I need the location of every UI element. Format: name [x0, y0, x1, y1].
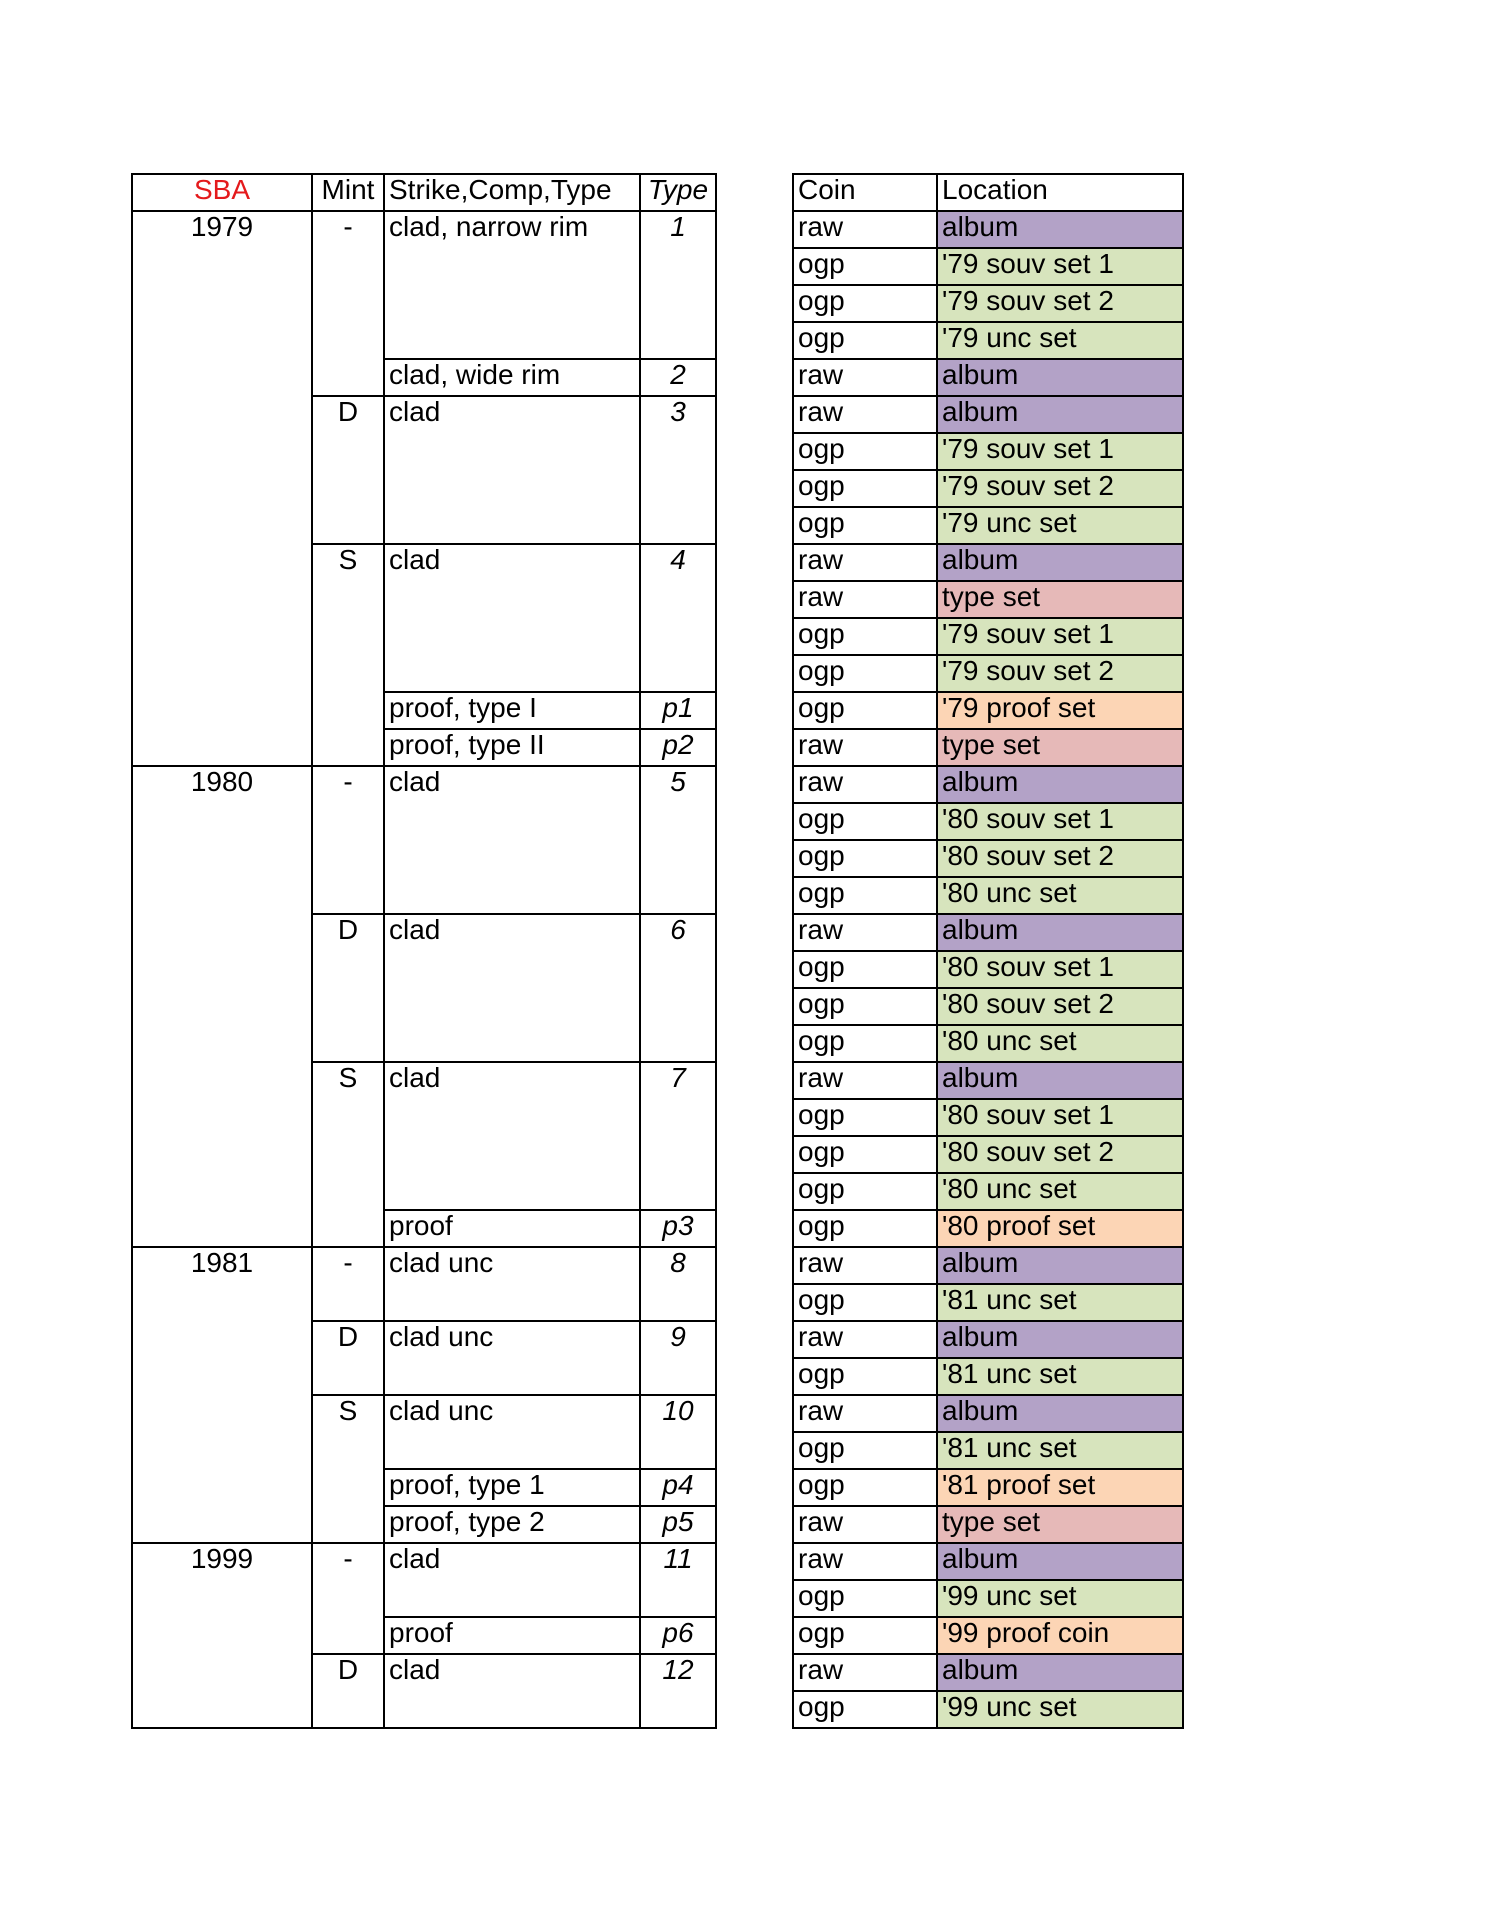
location-row: [793, 507, 1183, 544]
coin-cell: ogp: [793, 692, 937, 729]
coin-cell: raw: [793, 729, 937, 766]
location-cell: '81 unc set: [937, 1284, 1183, 1321]
type-cell: 1: [640, 211, 716, 359]
location-cell: '80 unc set: [937, 1173, 1183, 1210]
location-cell: '79 unc set: [937, 322, 1183, 359]
location-row: [793, 470, 1183, 507]
mint-cell: -: [312, 211, 384, 396]
location-cell: '80 unc set: [937, 877, 1183, 914]
strike-cell: clad, narrow rim: [384, 211, 640, 359]
coin-cell: ogp: [793, 1580, 937, 1617]
sba-row: [132, 1543, 716, 1580]
location-row: [793, 692, 1183, 729]
type-cell: 5: [640, 766, 716, 914]
strike-cell: proof, type II: [384, 729, 640, 766]
mint-cell: D: [312, 1321, 384, 1395]
location-row: [793, 655, 1183, 692]
location-cell: album: [937, 1654, 1183, 1691]
location-row: [793, 322, 1183, 359]
coin-cell: raw: [793, 359, 937, 396]
location-row: [793, 1654, 1183, 1691]
strike-cell: clad unc: [384, 1321, 640, 1395]
year-cell: 1999: [132, 1543, 312, 1728]
location-row: [793, 248, 1183, 285]
location-cell: '80 souv set 2: [937, 840, 1183, 877]
location-cell: '79 proof set: [937, 692, 1183, 729]
coin-cell: raw: [793, 1543, 937, 1580]
location-cell: album: [937, 1321, 1183, 1358]
coin-cell: ogp: [793, 1358, 937, 1395]
type-cell: p6: [640, 1617, 716, 1654]
coin-cell: ogp: [793, 877, 937, 914]
location-cell: '79 souv set 1: [937, 248, 1183, 285]
location-row: [793, 877, 1183, 914]
strike-cell: clad unc: [384, 1395, 640, 1469]
year-cell: 1981: [132, 1247, 312, 1543]
location-row: [793, 618, 1183, 655]
coin-cell: ogp: [793, 655, 937, 692]
coin-cell: ogp: [793, 1617, 937, 1654]
location-row: [793, 914, 1183, 951]
coin-cell: ogp: [793, 1099, 937, 1136]
type-cell: 4: [640, 544, 716, 692]
strike-cell: clad, wide rim: [384, 359, 640, 396]
type-cell: 6: [640, 914, 716, 1062]
coin-location-table-body: [793, 174, 1183, 1728]
type-cell: 2: [640, 359, 716, 396]
location-cell: '79 souv set 1: [937, 618, 1183, 655]
location-row: [793, 1543, 1183, 1580]
location-cell: '81 proof set: [937, 1469, 1183, 1506]
location-cell: '99 unc set: [937, 1691, 1183, 1728]
strike-cell: clad: [384, 396, 640, 544]
mint-cell: S: [312, 1062, 384, 1247]
type-cell: 7: [640, 1062, 716, 1210]
coin-cell: ogp: [793, 1469, 937, 1506]
coin-cell: ogp: [793, 1432, 937, 1469]
location-cell: '79 souv set 2: [937, 470, 1183, 507]
strike-cell: clad: [384, 914, 640, 1062]
strike-cell: proof, type I: [384, 692, 640, 729]
coin-location-table: [792, 173, 1184, 1729]
coin-cell: raw: [793, 581, 937, 618]
location-cell: type set: [937, 729, 1183, 766]
location-cell: '99 proof coin: [937, 1617, 1183, 1654]
location-row: [793, 1321, 1183, 1358]
location-cell: album: [937, 396, 1183, 433]
location-row: [793, 396, 1183, 433]
strike-header: Strike,Comp,Type: [384, 174, 640, 211]
strike-cell: clad: [384, 1062, 640, 1210]
location-cell: '80 souv set 1: [937, 803, 1183, 840]
type-cell: p5: [640, 1506, 716, 1543]
location-row: [793, 359, 1183, 396]
coin-cell: ogp: [793, 803, 937, 840]
location-row: [793, 1025, 1183, 1062]
location-cell: album: [937, 1395, 1183, 1432]
mint-cell: -: [312, 766, 384, 914]
coin-cell: ogp: [793, 470, 937, 507]
strike-cell: clad: [384, 1654, 640, 1728]
location-row: [793, 1210, 1183, 1247]
location-row: [793, 1617, 1183, 1654]
location-row: [793, 840, 1183, 877]
location-cell: '80 proof set: [937, 1210, 1183, 1247]
location-row: [793, 766, 1183, 803]
location-cell: album: [937, 914, 1183, 951]
year-cell: 1980: [132, 766, 312, 1247]
coin-cell: ogp: [793, 988, 937, 1025]
mint-cell: S: [312, 544, 384, 766]
sba-header-row: [132, 174, 716, 211]
coin-cell: ogp: [793, 433, 937, 470]
location-cell: '80 souv set 1: [937, 951, 1183, 988]
location-row: [793, 1580, 1183, 1617]
location-row: [793, 581, 1183, 618]
location-row: [793, 1247, 1183, 1284]
coin-cell: ogp: [793, 507, 937, 544]
type-cell: 3: [640, 396, 716, 544]
coin-cell: raw: [793, 211, 937, 248]
location-row: [793, 1358, 1183, 1395]
location-cell: '80 souv set 2: [937, 988, 1183, 1025]
strike-cell: proof: [384, 1210, 640, 1247]
coin-cell: ogp: [793, 1173, 937, 1210]
type-cell: p2: [640, 729, 716, 766]
type-cell: p1: [640, 692, 716, 729]
mint-cell: D: [312, 1654, 384, 1728]
type-cell: p3: [640, 1210, 716, 1247]
type-cell: 10: [640, 1395, 716, 1469]
location-row: [793, 544, 1183, 581]
location-row: [793, 1136, 1183, 1173]
coin-cell: raw: [793, 544, 937, 581]
location-cell: album: [937, 1062, 1183, 1099]
mint-cell: -: [312, 1247, 384, 1321]
location-row: [793, 1395, 1183, 1432]
location-row: [793, 1506, 1183, 1543]
coin-cell: ogp: [793, 1284, 937, 1321]
location-cell: type set: [937, 1506, 1183, 1543]
coin-cell: ogp: [793, 840, 937, 877]
location-cell: album: [937, 359, 1183, 396]
year-cell: 1979: [132, 211, 312, 766]
location-cell: album: [937, 1247, 1183, 1284]
coin-cell: ogp: [793, 951, 937, 988]
coin-cell: ogp: [793, 322, 937, 359]
strike-cell: proof: [384, 1617, 640, 1654]
sba-type-table: [131, 173, 717, 1729]
coin-cell: raw: [793, 396, 937, 433]
coin-cell: raw: [793, 1506, 937, 1543]
type-cell: 9: [640, 1321, 716, 1395]
location-header-row: [793, 174, 1183, 211]
sba-row: [132, 766, 716, 803]
mint-cell: D: [312, 396, 384, 544]
location-cell: album: [937, 211, 1183, 248]
location-row: [793, 803, 1183, 840]
coin-cell: raw: [793, 1395, 937, 1432]
strike-cell: clad: [384, 1543, 640, 1617]
mint-cell: S: [312, 1395, 384, 1543]
coin-cell: raw: [793, 1247, 937, 1284]
location-cell: '79 souv set 2: [937, 655, 1183, 692]
mint-cell: D: [312, 914, 384, 1062]
coin-cell: ogp: [793, 1136, 937, 1173]
sba-row: [132, 211, 716, 248]
coin-cell: raw: [793, 1321, 937, 1358]
strike-cell: clad: [384, 544, 640, 692]
location-row: [793, 1432, 1183, 1469]
location-cell: album: [937, 544, 1183, 581]
type-cell: 12: [640, 1654, 716, 1728]
location-cell: '79 souv set 1: [937, 433, 1183, 470]
location-cell: '80 souv set 2: [937, 1136, 1183, 1173]
sba-type-table-body: [132, 174, 716, 1728]
type-cell: p4: [640, 1469, 716, 1506]
strike-cell: clad unc: [384, 1247, 640, 1321]
sba-row: [132, 1247, 716, 1284]
location-cell: '99 unc set: [937, 1580, 1183, 1617]
coin-cell: ogp: [793, 248, 937, 285]
location-cell: '80 souv set 1: [937, 1099, 1183, 1136]
type-cell: 11: [640, 1543, 716, 1617]
location-row: [793, 1062, 1183, 1099]
coin-cell: ogp: [793, 285, 937, 322]
mint-header: Mint: [312, 174, 384, 211]
coin-cell: ogp: [793, 1025, 937, 1062]
coin-cell: raw: [793, 1062, 937, 1099]
mint-cell: -: [312, 1543, 384, 1654]
location-cell: '79 unc set: [937, 507, 1183, 544]
coin-cell: raw: [793, 766, 937, 803]
location-row: [793, 1284, 1183, 1321]
sba-header: SBA: [132, 174, 312, 211]
location-cell: '81 unc set: [937, 1358, 1183, 1395]
location-row: [793, 285, 1183, 322]
coin-cell: raw: [793, 914, 937, 951]
location-row: [793, 951, 1183, 988]
strike-cell: proof, type 1: [384, 1469, 640, 1506]
location-cell: album: [937, 766, 1183, 803]
coin-cell: raw: [793, 1654, 937, 1691]
location-row: [793, 988, 1183, 1025]
strike-cell: clad: [384, 766, 640, 914]
location-cell: '81 unc set: [937, 1432, 1183, 1469]
coin-cell: ogp: [793, 1210, 937, 1247]
location-row: [793, 211, 1183, 248]
location-row: [793, 729, 1183, 766]
strike-cell: proof, type 2: [384, 1506, 640, 1543]
location-cell: type set: [937, 581, 1183, 618]
location-cell: '80 unc set: [937, 1025, 1183, 1062]
location-cell: '79 souv set 2: [937, 285, 1183, 322]
coin-header: Coin: [793, 174, 937, 211]
coin-cell: ogp: [793, 1691, 937, 1728]
location-row: [793, 1691, 1183, 1728]
location-cell: album: [937, 1543, 1183, 1580]
location-row: [793, 1469, 1183, 1506]
type-header: Type: [640, 174, 716, 211]
location-header: Location: [937, 174, 1183, 211]
location-row: [793, 1099, 1183, 1136]
location-row: [793, 433, 1183, 470]
location-row: [793, 1173, 1183, 1210]
type-cell: 8: [640, 1247, 716, 1321]
coin-cell: ogp: [793, 618, 937, 655]
